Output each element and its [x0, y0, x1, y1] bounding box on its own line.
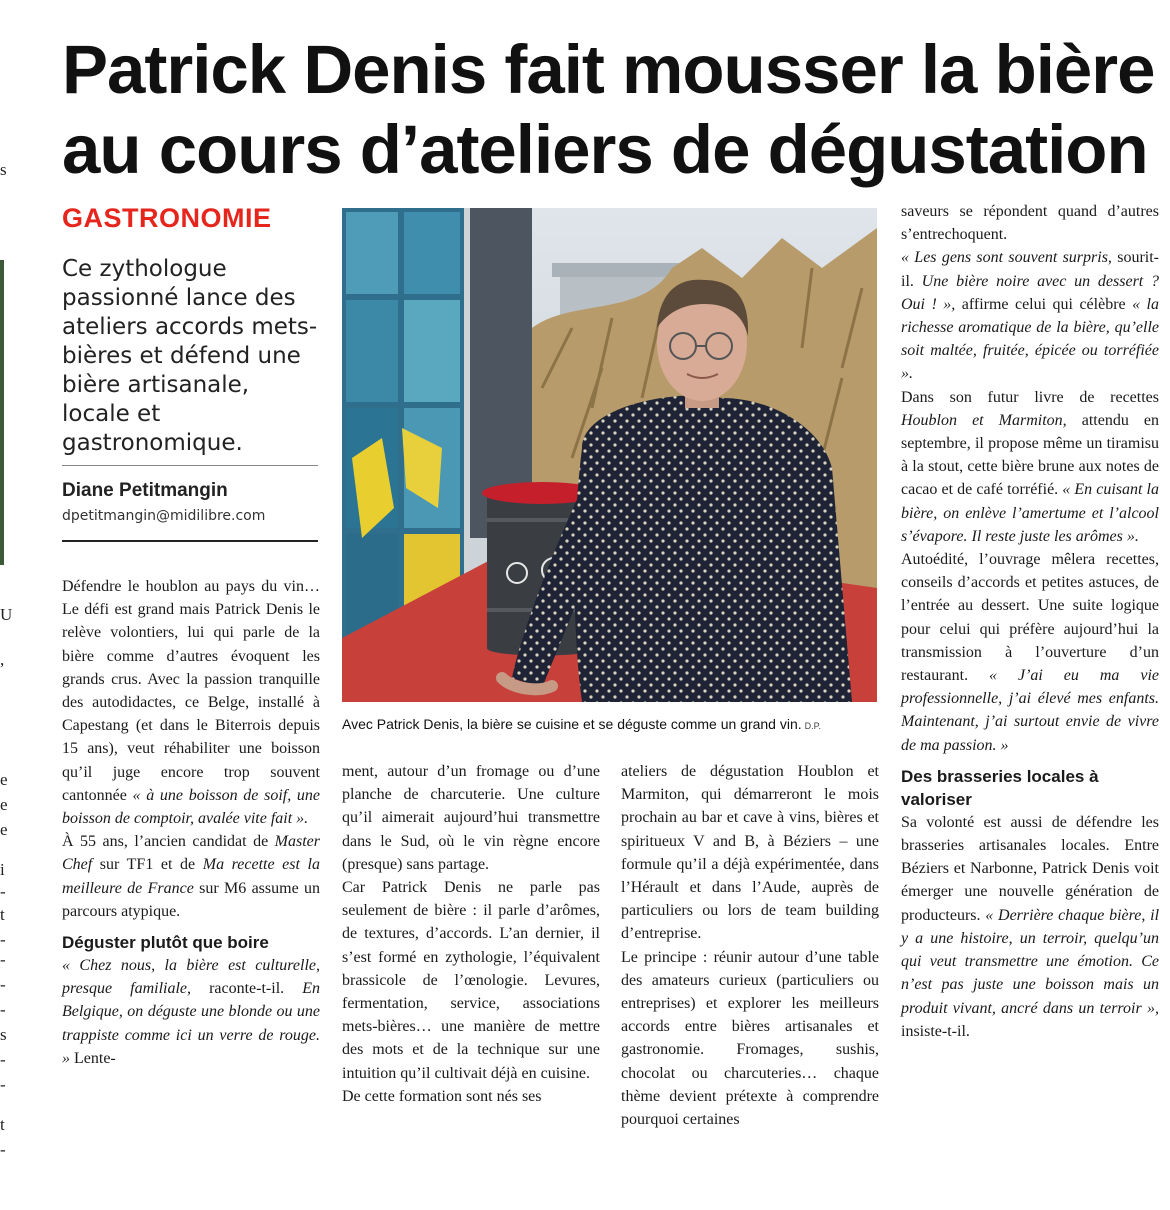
standfirst: Ce zythologue passionné lance des ateliers accords mets-bières et défend une bière artisanale, locale et gastronomique.	[62, 256, 318, 456]
edge-glyph: -	[0, 930, 6, 949]
quote-text: « Chez nous, la bière est culturelle, presque familiale,	[62, 957, 320, 998]
edge-glyph: -	[0, 1140, 6, 1159]
paragraph	[621, 760, 879, 946]
article-column-3	[621, 760, 879, 1131]
paragraph	[342, 1085, 600, 1108]
adjacent-article-edge	[0, 0, 14, 1210]
quote-text: En Belgique, on déguste une blonde ou une trappiste comme ici un verre de rouge. »	[62, 980, 320, 1067]
body-text: insiste-t-il.	[901, 1022, 970, 1040]
edge-glyph: ,	[0, 650, 5, 669]
body-text: raconte-t-il.	[191, 980, 303, 998]
paragraph	[901, 386, 1159, 548]
quote-text: « J’ai eu ma vie professionnelle, j’ai élevé mes enfants. Maintenant, j’ai surtout envie de vivre de ma passion. »	[901, 667, 1159, 754]
body-text: affirme celui qui célèbre	[955, 295, 1133, 313]
subheading: Déguster plutôt que boire	[62, 933, 269, 953]
body-text: Sa volonté est aussi de défendre les brasseries artisanales locales. Entre Béziers et Narbonne, Patrick Denis voit émerger une nouvelle génération de producteurs.	[901, 813, 1159, 924]
quote-text: « à une boisson de soif, une boisson de comptoir, avalée vite fait ».	[62, 786, 320, 828]
article-column-2	[342, 760, 600, 1108]
paragraph	[62, 830, 320, 923]
body-text: sourit-il.	[901, 249, 1160, 290]
body-text: De cette formation sont nés ses	[342, 1087, 542, 1105]
edge-glyph: -	[0, 975, 6, 994]
paragraph	[342, 760, 600, 876]
paragraph	[62, 954, 320, 1070]
body-text: Le principe : réunir autour d’une table des amateurs curieux (particuliers ou entreprises) et explorer les meilleurs accords entre bières artisanales et gastronomie. Fromages, sushis, chocolat ou charcuteries… chaque thème devient prétexte à comprendre pourquoi certaines	[621, 948, 879, 1129]
body-text: Dans son futur livre de recettes	[901, 388, 1159, 406]
edge-glyph: -	[0, 882, 6, 901]
body-text: Défendre le houblon au pays du vin… Le défi est grand mais Patrick Denis le relève volontiers, lui qui parle de la bière comme d’autres évoquent les grands crus. Avec la passion tranquille des autodidactes, ce Belge, installé à Capestang (et dans le Biterrois depuis 15 ans), veut réhabiliter une boisson qu’il juge encore trop souvent cantonnée	[62, 578, 320, 804]
edge-glyph: -	[0, 950, 6, 969]
quote-text: « En cuisant la bière, on enlève l’amertume et l’alcool s’évapore. Il reste juste les arômes ».	[901, 481, 1160, 545]
quote-text: « Derrière chaque bière, il y a une histoire, un terroir, quelqu’un qui veut transmettre une émotion. Ce n’est pas juste une boisson mais un produit vivant, ancré dans un terroir »,	[901, 906, 1160, 1017]
adjacent-photo-strip	[0, 260, 4, 565]
edge-glyph: -	[0, 1050, 6, 1069]
quote-text: Houblon et Marmiton,	[901, 411, 1067, 429]
body-text: ment, autour d’un fromage ou d’une planche de charcuterie. Une culture qu’il aimerait aujourd’hui transmettre dans le Sud, où le vin règne encore (presque) sans partage.	[342, 763, 600, 873]
edge-glyph: U	[0, 605, 13, 624]
body-text: Autoédité, l’ouvrage mêlera recettes, conseils d’accords et petites astuces, de l’entrée au dessert. Une suite logique pour celui qui préfère aujourd’hui la transmission à l’ouverture d’un restaurant.	[901, 551, 1159, 685]
paragraph	[62, 575, 320, 830]
article-column-4	[901, 200, 1159, 1043]
body-text: À 55 ans, l’ancien candidat de	[62, 833, 275, 851]
edge-glyph: s	[0, 160, 7, 179]
paragraph	[901, 200, 1159, 246]
divider	[62, 465, 318, 466]
headline-line-2: au cours d’ateliers de dégustation	[62, 111, 1148, 188]
edge-glyph: e	[0, 770, 8, 789]
edge-glyph: e	[0, 820, 8, 839]
paragraph	[901, 548, 1159, 757]
portrait-illustration	[342, 208, 877, 702]
body-text: sur M6 assume un parcours atypique.	[62, 879, 320, 920]
quote-text: Ma recette est la meilleure de France	[62, 856, 320, 897]
divider	[62, 540, 318, 542]
body-text: ateliers de dégustation Houblon et Marmiton, qui démarreront le mois prochain au bar et cave à vins, bières et spiritueux V and B, à Béziers – une formule qu’il a déjà expérimentée, dans l’Hérault et dans l’Aude, auprès de particuliers ou lors de team building d’entreprise.	[621, 763, 879, 943]
body-text: Lente-	[70, 1049, 116, 1067]
photo-credit: D.P.	[804, 721, 821, 731]
quote-text: « la richesse aromatique de la bière, qu’elle soit maltée, fruitée, épicée ou torréfiée ».	[901, 295, 1160, 383]
author-email[interactable]: dpetitmangin@midilibre.com	[62, 508, 266, 524]
edge-glyph: -	[0, 1075, 6, 1094]
paragraph	[901, 811, 1159, 1043]
edge-glyph: t	[0, 1115, 5, 1134]
body-text: Car Patrick Denis ne parle pas seulement de bière : il parle d’arômes, de textures, d’accords. L’an dernier, il s’est formé en zythologie, l’équivalent brassicole de l’œnologie. Levures, fermentation, service, associations mets-bières… une manière de mettre des mots et de la technique sur une intuition qu’il cultivait déjà en cuisine.	[342, 879, 600, 1082]
headline-line-1: Patrick Denis fait mousser la bière	[62, 31, 1155, 108]
subheading: Des brasseries locales à valoriser	[901, 766, 1099, 809]
section-kicker: GASTRONOMIE	[62, 203, 272, 233]
photo-caption	[342, 716, 882, 732]
caption-text: Avec Patrick Denis, la bière se cuisine et se déguste comme un grand vin.	[342, 716, 802, 732]
paragraph	[342, 876, 600, 1085]
paragraph	[621, 946, 879, 1132]
body-text: saveurs se répondent quand d’autres s’entrechoquent.	[901, 203, 1159, 244]
edge-glyph: -	[0, 1000, 6, 1019]
quote-text: Master Chef	[62, 833, 320, 874]
headline	[62, 30, 1162, 190]
body-text: attendu en septembre, il propose même un tiramisu à la stout, cette bière brune aux notes de cacao et de café torréfié.	[901, 411, 1159, 499]
edge-glyph: e	[0, 795, 8, 814]
paragraph	[901, 246, 1159, 385]
quote-text: Une bière noire avec un dessert ? Oui ! »,	[901, 272, 1159, 313]
edge-glyph: s	[0, 1025, 7, 1044]
article-photo	[342, 208, 877, 702]
edge-glyph: i	[0, 860, 5, 879]
author-name: Diane Petitmangin	[62, 480, 228, 501]
edge-glyph: t	[0, 905, 5, 924]
article-column-1	[62, 575, 320, 1070]
quote-text: « Les gens sont souvent surpris,	[901, 249, 1112, 267]
body-text: sur TF1 et de	[92, 856, 203, 874]
